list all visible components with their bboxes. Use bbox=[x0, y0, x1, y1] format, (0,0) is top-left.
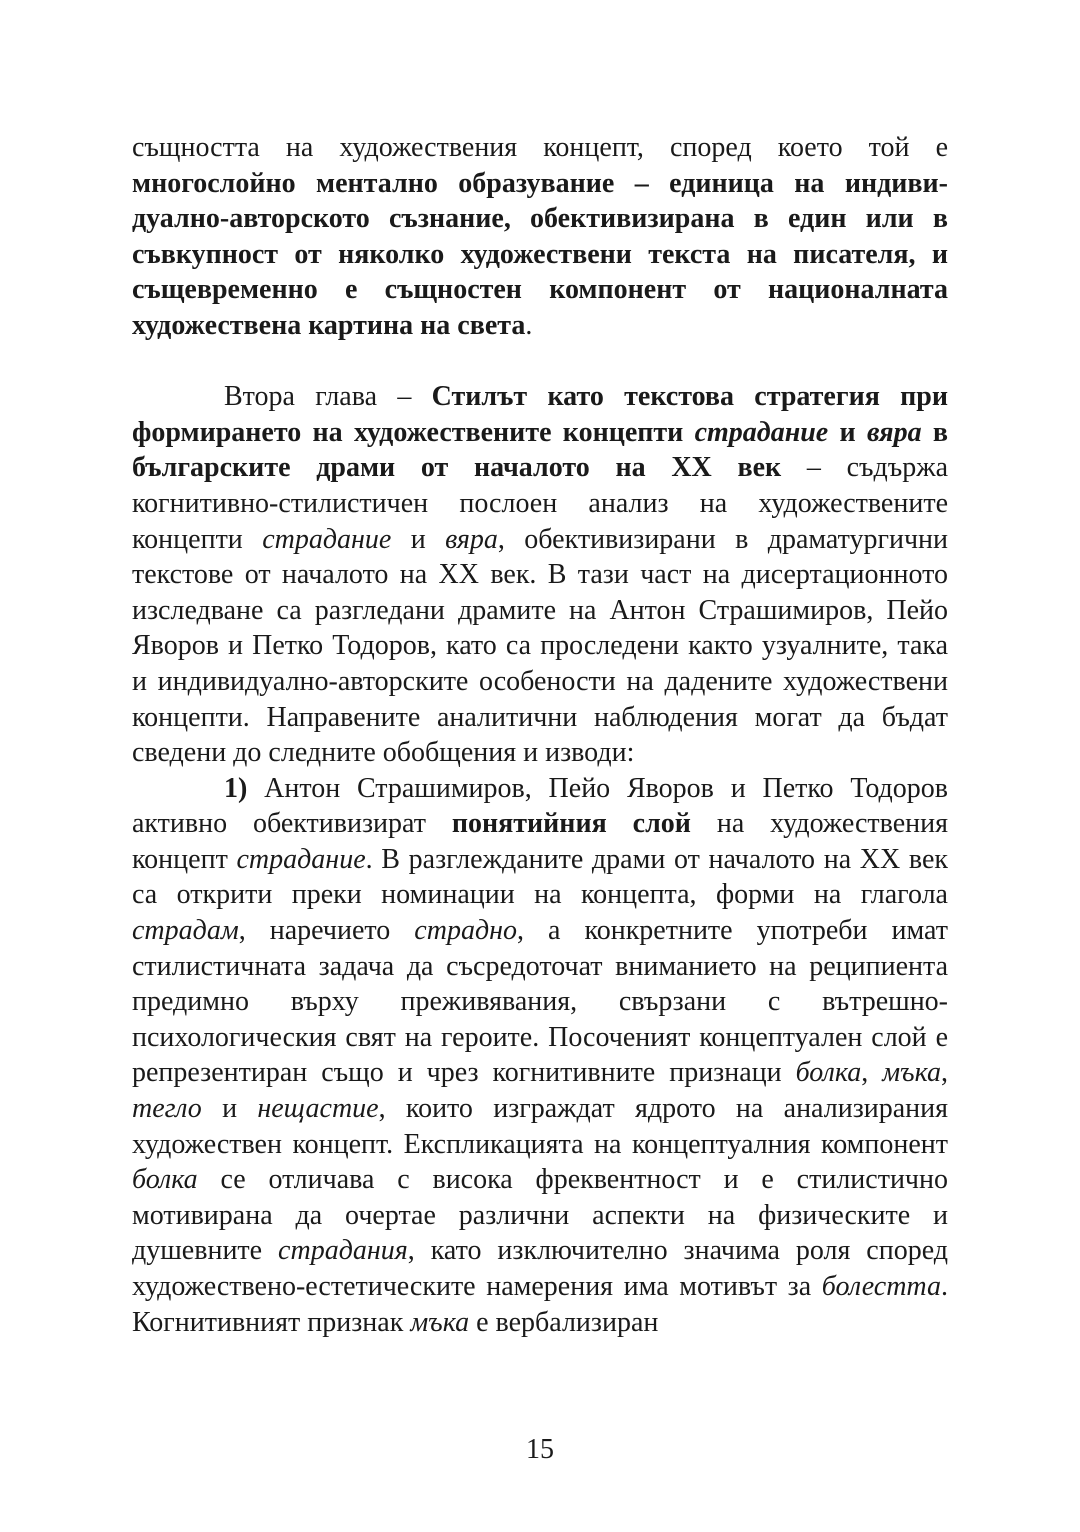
text-segment: страдам bbox=[132, 915, 239, 947]
text-segment: понятийния слой bbox=[451, 808, 691, 840]
text-segment: страдания bbox=[278, 1235, 408, 1267]
text-segment: и bbox=[391, 523, 446, 555]
page-number: 15 bbox=[526, 1434, 554, 1465]
text-segment: , а конкретните употреби имат стилистичната задача да съсредоточат вниманието на реципиента предимно върху преживявания, свързани с вътрешно-психологическия свят на героите. Посоченият концептуален слой е репрезентиран също и чрез когнитивните признаци bbox=[132, 915, 948, 1089]
text-segment: многослойно ментално образувание – единица на индивидуално-авторското съзнание, обективизирана в един или в съвкупност от няколко художествени текста на писателя, и същевременно е същностен компонент от националната художествена картина на света bbox=[132, 167, 948, 341]
text-segment: нещастие bbox=[257, 1093, 379, 1125]
text-segment: – съдържа когнитивно-стилистичен послоен анализ на художествените концепти bbox=[132, 452, 948, 555]
text-segment: страдно bbox=[414, 915, 517, 947]
text-segment: страдание bbox=[236, 843, 366, 875]
text-segment: в българските драми от началото на XX век bbox=[132, 416, 949, 484]
text-segment: 1) bbox=[224, 772, 248, 804]
text-segment: тегло bbox=[132, 1093, 202, 1125]
text-segment: Втора глава – bbox=[224, 381, 432, 413]
text-segment: страдание bbox=[694, 416, 829, 448]
text-segment: Стилът като текстова стратегия при формирането на художествените концепти bbox=[132, 381, 948, 448]
text-segment: страдание bbox=[262, 523, 392, 555]
text-segment: и bbox=[828, 416, 867, 448]
text-segment: мъка bbox=[882, 1057, 941, 1089]
text-segment: болестта bbox=[821, 1271, 941, 1302]
text-segment: , които изграждат ядрото на анализирания художествен концепт. Експликацията на концептуалния компонент bbox=[132, 1093, 949, 1160]
paragraph-1 bbox=[132, 130, 948, 344]
text-segment: , bbox=[861, 1057, 883, 1089]
text-segment: болка bbox=[795, 1057, 862, 1089]
text-segment: мъка bbox=[410, 1306, 470, 1338]
text-segment: Антон Страшимиров, Пейо Яворов и Петко Тодоров активно обективизират bbox=[132, 772, 948, 840]
text-segment: е вербализиран bbox=[469, 1306, 659, 1338]
text-segment: , като изключително значима роля според художествено-естетическите намерения има мотивът за bbox=[132, 1235, 949, 1302]
text-segment: болка bbox=[132, 1164, 198, 1196]
text-segment: същността на художествения концепт, според което той е bbox=[132, 132, 948, 163]
text-segment: на художествения концепт bbox=[132, 808, 948, 875]
text-segment: се отличава с висока фреквентност и е стилистично мотивирана да очертае различни аспекти на физическите и душевните bbox=[132, 1164, 948, 1267]
paragraph-3 bbox=[132, 771, 948, 1341]
text-segment: вяра bbox=[445, 523, 498, 555]
text-segment: и bbox=[201, 1093, 258, 1125]
text-segment: вяра bbox=[867, 416, 922, 448]
text-segment: , обективизирани в драматургични текстове от началото на XX век. В тази част на дисертационното изследване са разгледани драмите на Антон Страшимиров, Пейо Яворов и Петко Тодоров, като са проследени както узуалните, така и индивидуално-авторските особености на дадените художествени концепти. Направените аналитични наблюдения могат да бъдат сведени до следните обобщения и изводи: bbox=[132, 523, 948, 769]
text-segment: , наречието bbox=[238, 915, 415, 947]
text-segment: , bbox=[941, 1057, 948, 1089]
text-segment: . В разглежданите драми от началото на XX век са открити преки номинации на концепта, форми на глагола bbox=[132, 843, 948, 911]
paragraph-2 bbox=[132, 379, 948, 771]
page-body bbox=[132, 130, 948, 1340]
text-segment: . bbox=[525, 309, 533, 341]
text-segment: . Когнитивният признак bbox=[132, 1271, 948, 1338]
